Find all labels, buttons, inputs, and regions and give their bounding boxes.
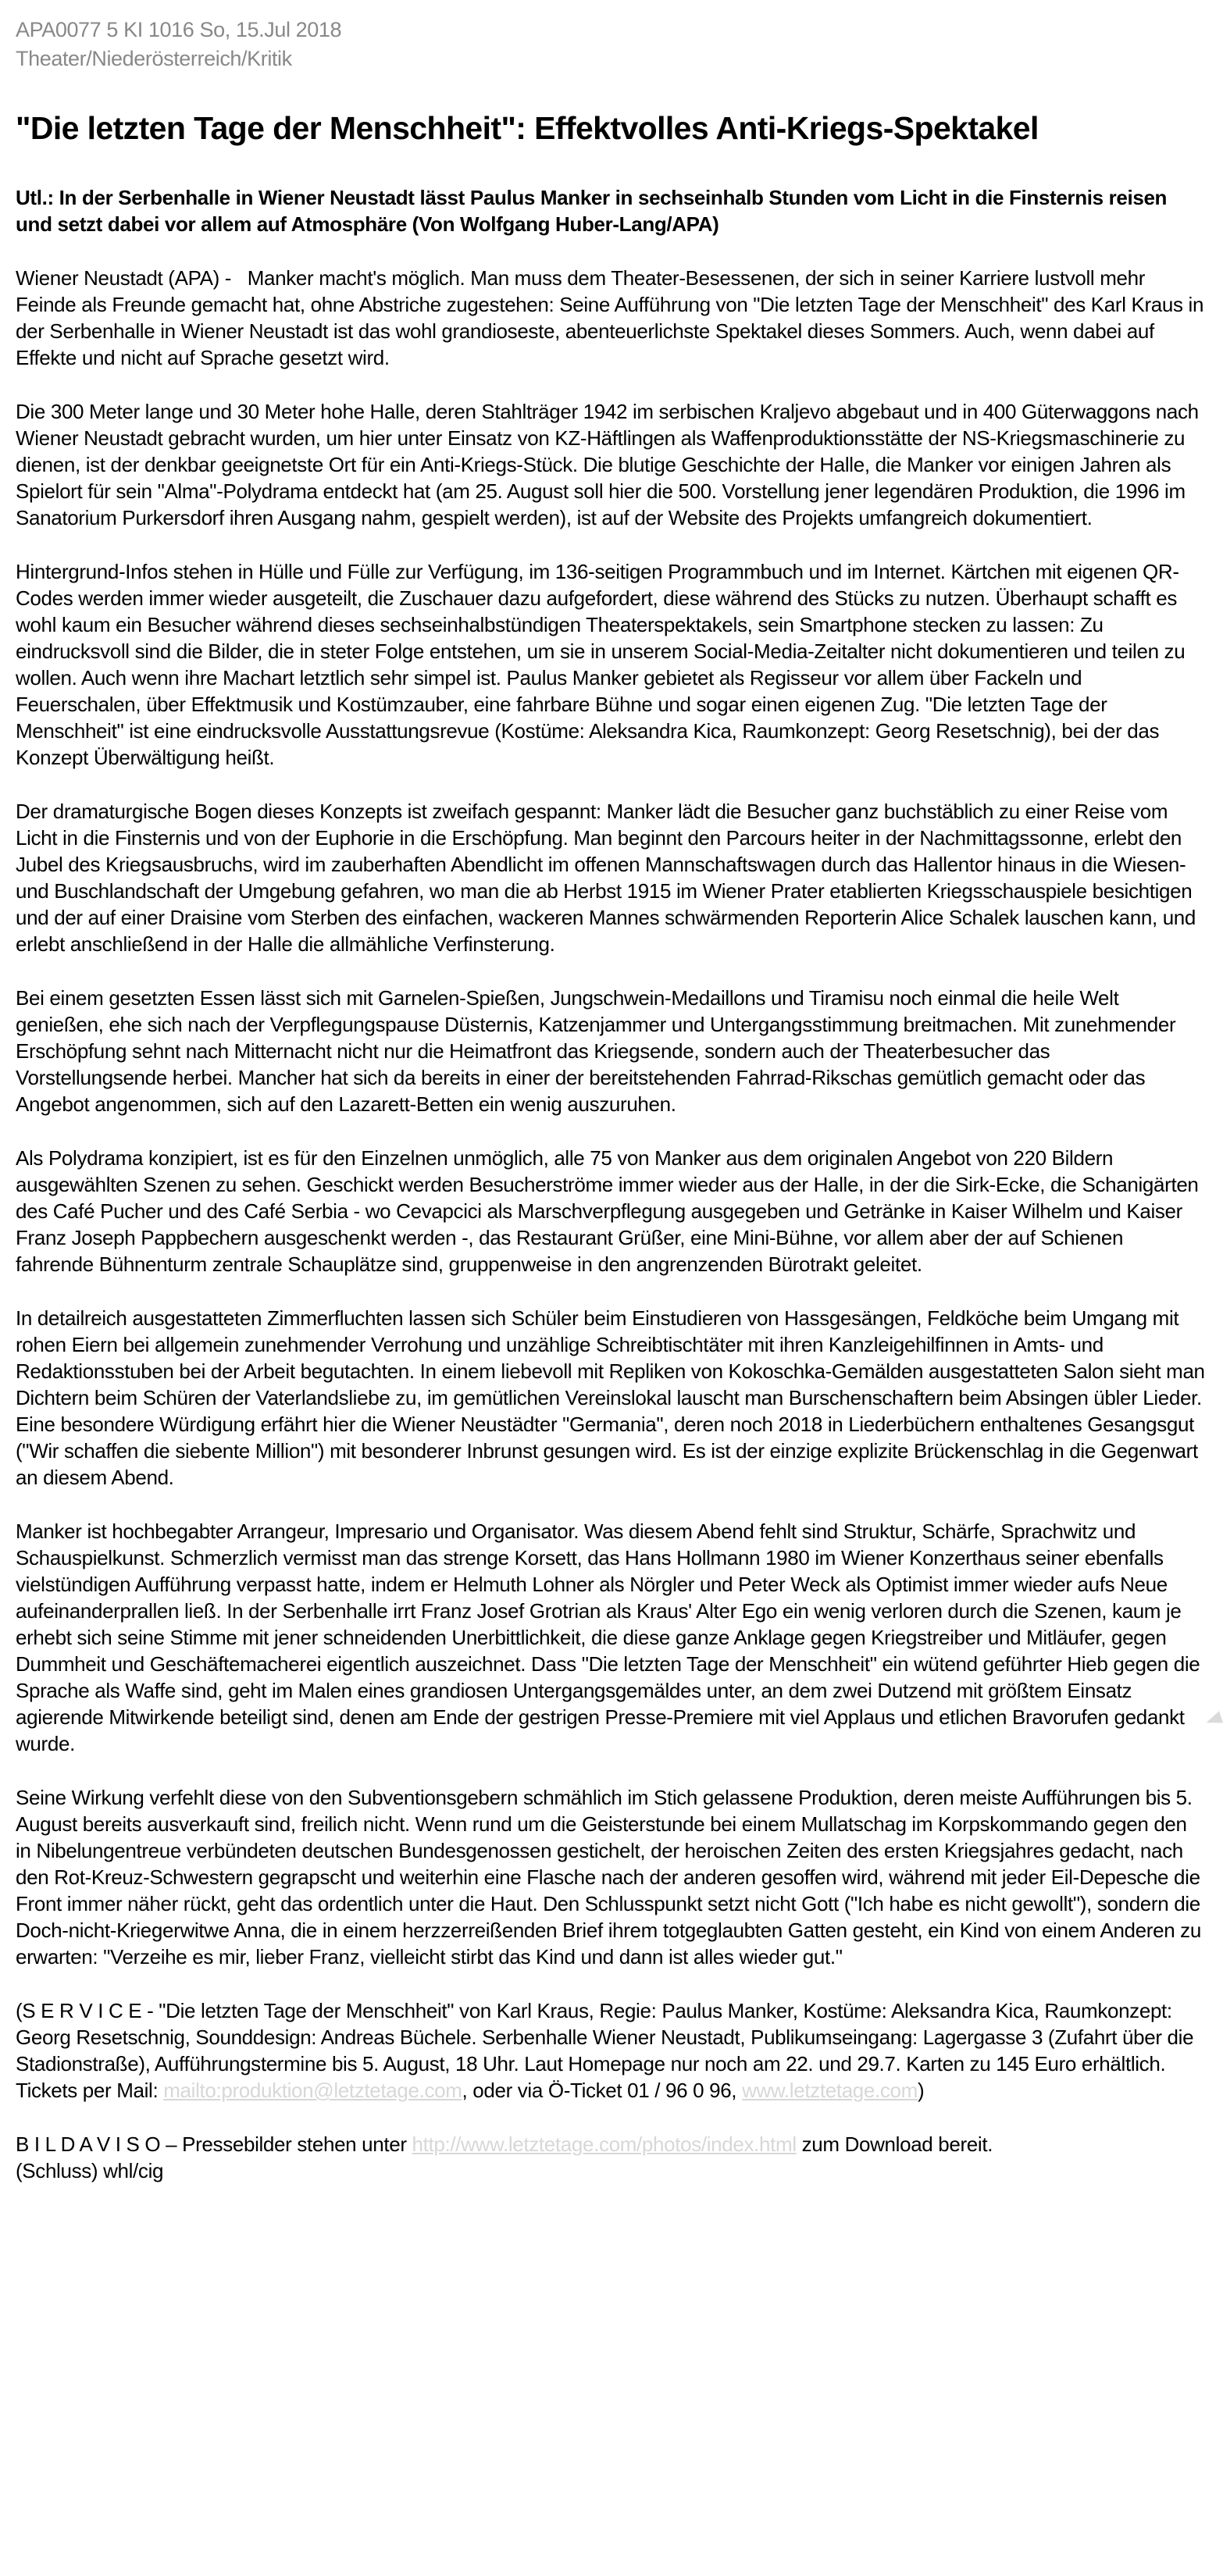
- body-paragraph-4: Der dramaturgische Bogen dieses Konzepts ist zweifach gespannt: Manker lädt die Besucher ganz buchstäblich zu einer Reise vom Licht in die Finsternis und von der Euphorie in die Erschöpfung. Man beginnt den Parcours heiter in der Nachmittagssonne, erlebt den Jubel des Kriegsausbruchs, wird im zauberhaften Abendlicht im offenen Mannschaftswagen durch das Hallentor hinaus in die Wiesen- und Buschlandschaft der Umgebung gefahren, wo man die ab Herbst 1915 im Wiener Prater etablierten Kriegsschauspiele besichtigen und der auf einer Draisine vom Sterben des einfachen, wackeren Mannes schwärmenden Reporterin Alice Schalek lauschen kann, und erlebt anschließend in der Halle die allmähliche Verfinsterung.: [16, 800, 1196, 956]
- service-text-lead: (S E R V I C E - "Die letzten Tage der Menschheit" von Karl Kraus, Regie: Paulus Manker, Kostüme: Aleksandra Kica, Raumkonzept: Georg Resetschnig, Sounddesign: Andreas Büchele. Serbenhalle Wiener Neustadt, Publikumseingang: Lagergasse 3 (Zufahrt über die Stadionstraße), Aufführungstermine bis 5. August, 18 Uhr. Laut Homepage nur noch am 22. und 29.7. Karten zu 145 Euro erhältlich. Tickets per Mail:: [16, 1999, 1194, 2102]
- body-paragraph-3: Hintergrund-Infos stehen in Hülle und Fülle zur Verfügung, im 136-seitigen Programmbuch und im Internet. Kärtchen mit eigenen QR-Codes werden immer wieder ausgeteilt, die Zuschauer dazu aufgefordert, diese während des Stücks zu nutzen. Überhaupt schafft es wohl kaum ein Besucher während dieses sechseinhalbstündigen Theaterspektakels, sein Smartphone stecken zu lassen: Zu eindrucksvoll sind die Bilder, die in steter Folge entstehen, um sie in unserem Social-Media-Zeitalter nicht dokumentieren und teilen zu wollen. Auch wenn ihre Machart letztlich sehr simpel ist. Paulus Manker gebietet als Regisseur vor allem über Fackeln und Feuerschalen, über Effektmusik und Kostümzauber, eine fahrbare Bühne und sogar einen eigenen Zug. "Die letzten Tage der Menschheit" ist eine eindrucksvolle Ausstattungsrevue (Kostüme: Aleksandra Kica, Raumkonzept: Georg Resetschnig), bei der das Konzept Überwältigung heißt.: [16, 560, 1186, 769]
- service-paragraph: [16, 1997, 1206, 2104]
- apa-id-line: APA0077 5 KI 1016 So, 15.Jul 2018: [16, 18, 342, 41]
- article-title: "Die letzten Tage der Menschheit": Effektvolles Anti-Kriegs-Spektakel: [16, 110, 1039, 146]
- bildaviso-text-lead: B I L D A V I S O – Pressebilder stehen unter: [16, 2132, 412, 2156]
- bildaviso-text-trail: zum Download bereit.: [796, 2132, 993, 2156]
- service-text-middle: , oder via Ö-Ticket 01 / 96 0 96,: [462, 2079, 743, 2102]
- body-paragraph-7: In detailreich ausgestatteten Zimmerfluchten lassen sich Schüler beim Einstudieren von Hassgesängen, Feldköche beim Umgang mit rohen Eiern bei allgemein zunehmender Verrohung und unzählige Schreibtischtäter mit ihren Kanzleigehilfinnen in Amts- und Redaktionsstuben bei der Arbeit begutachten. In einem liebevoll mit Repliken von Kokoschka-Gemälden ausgestatteten Salon sieht man Dichtern beim Schüren der Vaterlandsliebe zu, im gemütlichen Vereinslokal lauscht man Burschenschaftern beim Absingen übler Lieder. Eine besondere Würdigung erfährt hier die Wiener Neustädter "Germania", deren noch 2018 in Liederbüchern enthaltenes Gesangsgut ("Wir schaffen die siebente Million") mit besonderer Inbrunst gesungen wird. Es ist der einzige explizite Brückenschlag in die Gegenwart an diesem Abend.: [16, 1306, 1205, 1489]
- body-paragraph-5: Bei einem gesetzten Essen lässt sich mit Garnelen-Spießen, Jungschwein-Medaillons und Tiramisu noch einmal die heile Welt genießen, ehe sich nach der Verpflegungspause Düsternis, Katzenjammer und Untergangsstimmung breitmachen. Mit zunehmender Erschöpfung sehnt nach Mitternacht nicht nur die Heimatfront das Kriegsende, sondern auch der Theaterbesucher das Vorstellungsende herbei. Mancher hat sich da bereits in einer der bereitstehenden Fahrrad-Rikschas gemütlich gemacht oder das Angebot angenommen, sich auf den Lazarett-Betten ein wenig auszuruhen.: [16, 986, 1176, 1116]
- service-text-trail: ): [917, 2079, 925, 2102]
- bildaviso-paragraph: [16, 2131, 1206, 2157]
- body-paragraph-6: Als Polydrama konzipiert, ist es für den Einzelnen unmöglich, alle 75 von Manker aus dem originalen Angebot von 220 Bildern ausgewählten Szenen zu sehen. Geschickt werden Besucherströme immer wieder aus der Halle, in der die Sirk-Ecke, die Schanigärten des Café Pucher und des Café Serbia - wo Cevapcici als Marschverpflegung ausgegeben und Getränke in Kaiser Wilhelm und Kaiser Franz Joseph Pappbechern ausgeschenkt werden -, das Restaurant Grüßer, eine Mini-Bühne, vor allem aber der auf Schienen fahrende Bühnenturm zentrale Schauplätze sind, gruppenweise in den angrenzenden Bürotrakt geleitet.: [16, 1146, 1199, 1276]
- article-subtitle: Utl.: In der Serbenhalle in Wiener Neustadt lässt Paulus Manker in sechseinhalb Stunden vom Licht in die Finsternis reisen und setzt dabei vor allem auf Atmosphäre (Von Wolfgang Huber-Lang/APA): [16, 186, 1168, 236]
- category-breadcrumb: Theater/Niederösterreich/Kritik: [16, 47, 292, 70]
- body-paragraph-9: Seine Wirkung verfehlt diese von den Subventionsgebern schmählich im Stich gelassene Produktion, deren meiste Aufführungen bis 5. August bereits ausverkauft sind, freilich nicht. Wenn rund um die Geisterstunde bei einem Mullatschag im Korpskommando gegen den in Nibelungentreue verbündeten deutschen Bundesgenossen gestichelt, der heroischen Zeiten des ersten Kriegsjahres gedacht, nach den Rot-Kreuz-Schwestern gegrapscht und weiterhin eine Flasche nach der anderen gesoffen wird, während mit jeder Eil-Depesche die Front immer näher rückt, geht das ordentlich unter die Haut. Den Schlusspunkt setzt nicht Gott ("Ich habe es nicht gewollt"), sondern die Doch-nicht-Kriegerwitwe Anna, die in einem herzzerreißenden Brief ihrem totgeglaubten Gatten gesteht, ein Kind von einem Anderen zu erwarten: "Verzeihe es mir, lieber Franz, vielleicht stirbt das Kind und dann ist alles wieder gut.": [16, 1786, 1201, 1969]
- closing-line: (Schluss) whl/cig: [16, 2159, 164, 2182]
- body-paragraph-1: Wiener Neustadt (APA) - Manker macht's möglich. Man muss dem Theater-Besessenen, der sich in seiner Karriere lustvoll mehr Feinde als Freunde gemacht hat, ohne Abstriche zugestehen: Seine Aufführung von "Die letzten Tage der Menschheit" des Karl Kraus in der Serbenhalle in Wiener Neustadt ist das wohl grandioseste, abenteuerlichste Spektakel dieses Sommers. Auch, wenn dabei auf Effekte und nicht auf Sprache gesetzt wird.: [16, 266, 1204, 369]
- website-link[interactable]: www.letztetage.com: [742, 2079, 918, 2102]
- photos-link[interactable]: http://www.letztetage.com/photos/index.html: [412, 2132, 797, 2156]
- mailto-link[interactable]: mailto:produktion@letztetage.com: [163, 2079, 462, 2102]
- body-paragraph-2: Die 300 Meter lange und 30 Meter hohe Halle, deren Stahlträger 1942 im serbischen Kraljevo abgebaut und in 400 Güterwaggons nach Wiener Neustadt gebracht wurden, um hier unter Einsatz von KZ-Häftlingen als Waffenproduktionsstätte der NS-Kriegsmaschinerie zu dienen, ist der denkbar geeignetste Ort für ein Anti-Kriegs-Stück. Die blutige Geschichte der Halle, die Manker vor einigen Jahren als Spielort für sein "Alma"-Polydrama entdeckt hat (am 25. August soll hier die 500. Vorstellung jener legendären Produktion, die 1996 im Sanatorium Purkersdorf ihren Ausgang nahm, gespielt werden), ist auf der Website des Projekts umfangreich dokumentiert.: [16, 400, 1199, 529]
- body-paragraph-8: Manker ist hochbegabter Arrangeur, Impresario und Organisator. Was diesem Abend fehlt sind Struktur, Schärfe, Sprachwitz und Schauspielkunst. Schmerzlich vermisst man das strenge Korsett, das Hans Hollmann 1980 im Wiener Konzerthaus seiner ebenfalls vielstündigen Aufführung verpasst hatte, indem er Helmuth Lohner als Nörgler und Peter Weck als Optimist immer wieder aufs Neue aufeinanderprallen ließ. In der Serbenhalle irrt Franz Josef Grotrian als Kraus' Alter Ego ein wenig verloren durch die Szenen, kaum je erhebt sich seine Stimme mit jener schneidenden Unerbittlichkeit, die diese ganze Anklage gegen Kriegstreiber und Mitläufer, gegen Dummheit und Geschäftemacherei eigentlich auszeichnet. Dass "Die letzten Tage der Menschheit" ein wütend geführter Hieb gegen die Sprache als Waffe sind, geht im Malen eines grandiosen Untergangsgemäldes unter, an dem zwei Dutzend mit größtem Einsatz agierende Mitwirkende beteiligt sind, denen am Ende der gestrigen Presse-Premiere mit viel Applaus und etlichen Bravorufen gedankt wurde.: [16, 1520, 1200, 1755]
